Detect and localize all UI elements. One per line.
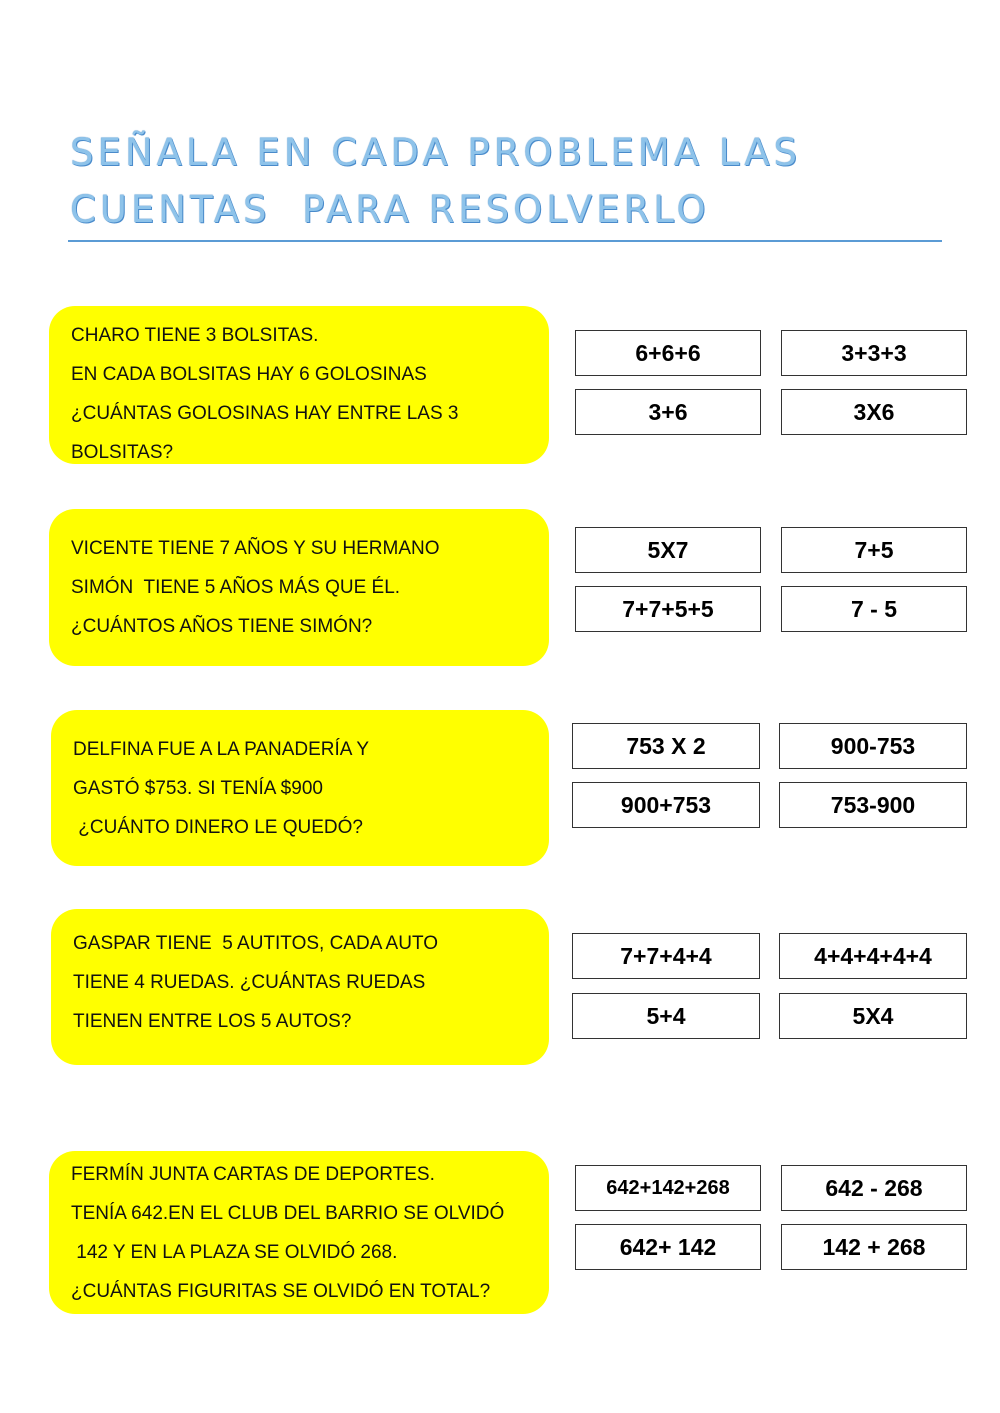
problem-3-option-2[interactable]: 900-753 <box>779 723 967 769</box>
problem-2-option-3[interactable]: 7+7+5+5 <box>575 586 761 632</box>
problem-2-line-3: ¿CUÁNTOS AÑOS TIENE SIMÓN? <box>71 616 373 637</box>
title-underline <box>68 240 942 242</box>
title-line-1: SEÑALA EN CADA PROBLEMA LAS <box>70 131 802 174</box>
problem-4-text-box <box>51 909 549 1065</box>
problem-3-line-3: ¿CUÁNTO DINERO LE QUEDÓ? <box>73 816 363 838</box>
problem-2-line-1: VICENTE TIENE 7 AÑOS Y SU HERMANO <box>71 538 440 559</box>
problem-3-line-1: DELFINA FUE A LA PANADERÍA Y <box>73 738 370 760</box>
problem-5-option-2[interactable]: 642 - 268 <box>781 1165 967 1211</box>
problem-3-option-4[interactable]: 753-900 <box>779 782 967 828</box>
problem-3-text-box <box>51 710 549 866</box>
problem-1-option-4[interactable]: 3X6 <box>781 389 967 435</box>
problem-1-line-2: EN CADA BOLSITAS HAY 6 GOLOSINAS <box>71 364 427 385</box>
problem-1-option-3[interactable]: 3+6 <box>575 389 761 435</box>
problem-5-line-3: 142 Y EN LA PLAZA SE OLVIDÓ 268. <box>71 1241 398 1263</box>
problem-5-option-4[interactable]: 142 + 268 <box>781 1224 967 1270</box>
problem-4-option-3[interactable]: 5+4 <box>572 993 760 1039</box>
problem-4-option-4[interactable]: 5X4 <box>779 993 967 1039</box>
problem-5-text-box <box>49 1151 549 1314</box>
problem-4-line-2: TIENE 4 RUEDAS. ¿CUÁNTAS RUEDAS <box>73 972 426 993</box>
problem-5-option-3[interactable]: 642+ 142 <box>575 1224 761 1270</box>
problem-4-line-3: TIENEN ENTRE LOS 5 AUTOS? <box>73 1011 352 1032</box>
problem-5-line-4: ¿CUÁNTAS FIGURITAS SE OLVIDÓ EN TOTAL? <box>71 1280 491 1302</box>
problem-2-option-4[interactable]: 7 - 5 <box>781 586 967 632</box>
page-title <box>70 124 950 238</box>
problem-1-line-4: BOLSITAS? <box>71 442 174 463</box>
problem-4-line-1: GASPAR TIENE 5 AUTITOS, CADA AUTO <box>73 933 438 954</box>
problem-1-line-1: CHARO TIENE 3 BOLSITAS. <box>71 325 319 346</box>
problem-5-option-1[interactable]: 642+142+268 <box>575 1165 761 1211</box>
problem-3-option-1[interactable]: 753 X 2 <box>572 723 760 769</box>
problem-1-option-1[interactable]: 6+6+6 <box>575 330 761 376</box>
problem-2-option-1[interactable]: 5X7 <box>575 527 761 573</box>
problem-1-text-box <box>49 306 549 464</box>
problem-1-line-3: ¿CUÁNTAS GOLOSINAS HAY ENTRE LAS 3 <box>71 403 459 424</box>
title-line-2: CUENTAS PARA RESOLVERLO <box>70 188 710 231</box>
problem-2-text-box <box>49 509 549 666</box>
problem-1-option-2[interactable]: 3+3+3 <box>781 330 967 376</box>
problem-3-line-2: GASTÓ $753. SI TENÍA $900 <box>73 777 323 799</box>
problem-4-option-1[interactable]: 7+7+4+4 <box>572 933 760 979</box>
problem-4-option-2[interactable]: 4+4+4+4+4 <box>779 933 967 979</box>
problem-3-option-3[interactable]: 900+753 <box>572 782 760 828</box>
problem-5-line-1: FERMÍN JUNTA CARTAS DE DEPORTES. <box>71 1163 435 1185</box>
problem-5-line-2: TENÍA 642.EN EL CLUB DEL BARRIO SE OLVIDÓ <box>71 1202 505 1224</box>
problem-2-line-2: SIMÓN TIENE 5 AÑOS MÁS QUE ÉL. <box>71 577 401 598</box>
problem-2-option-2[interactable]: 7+5 <box>781 527 967 573</box>
